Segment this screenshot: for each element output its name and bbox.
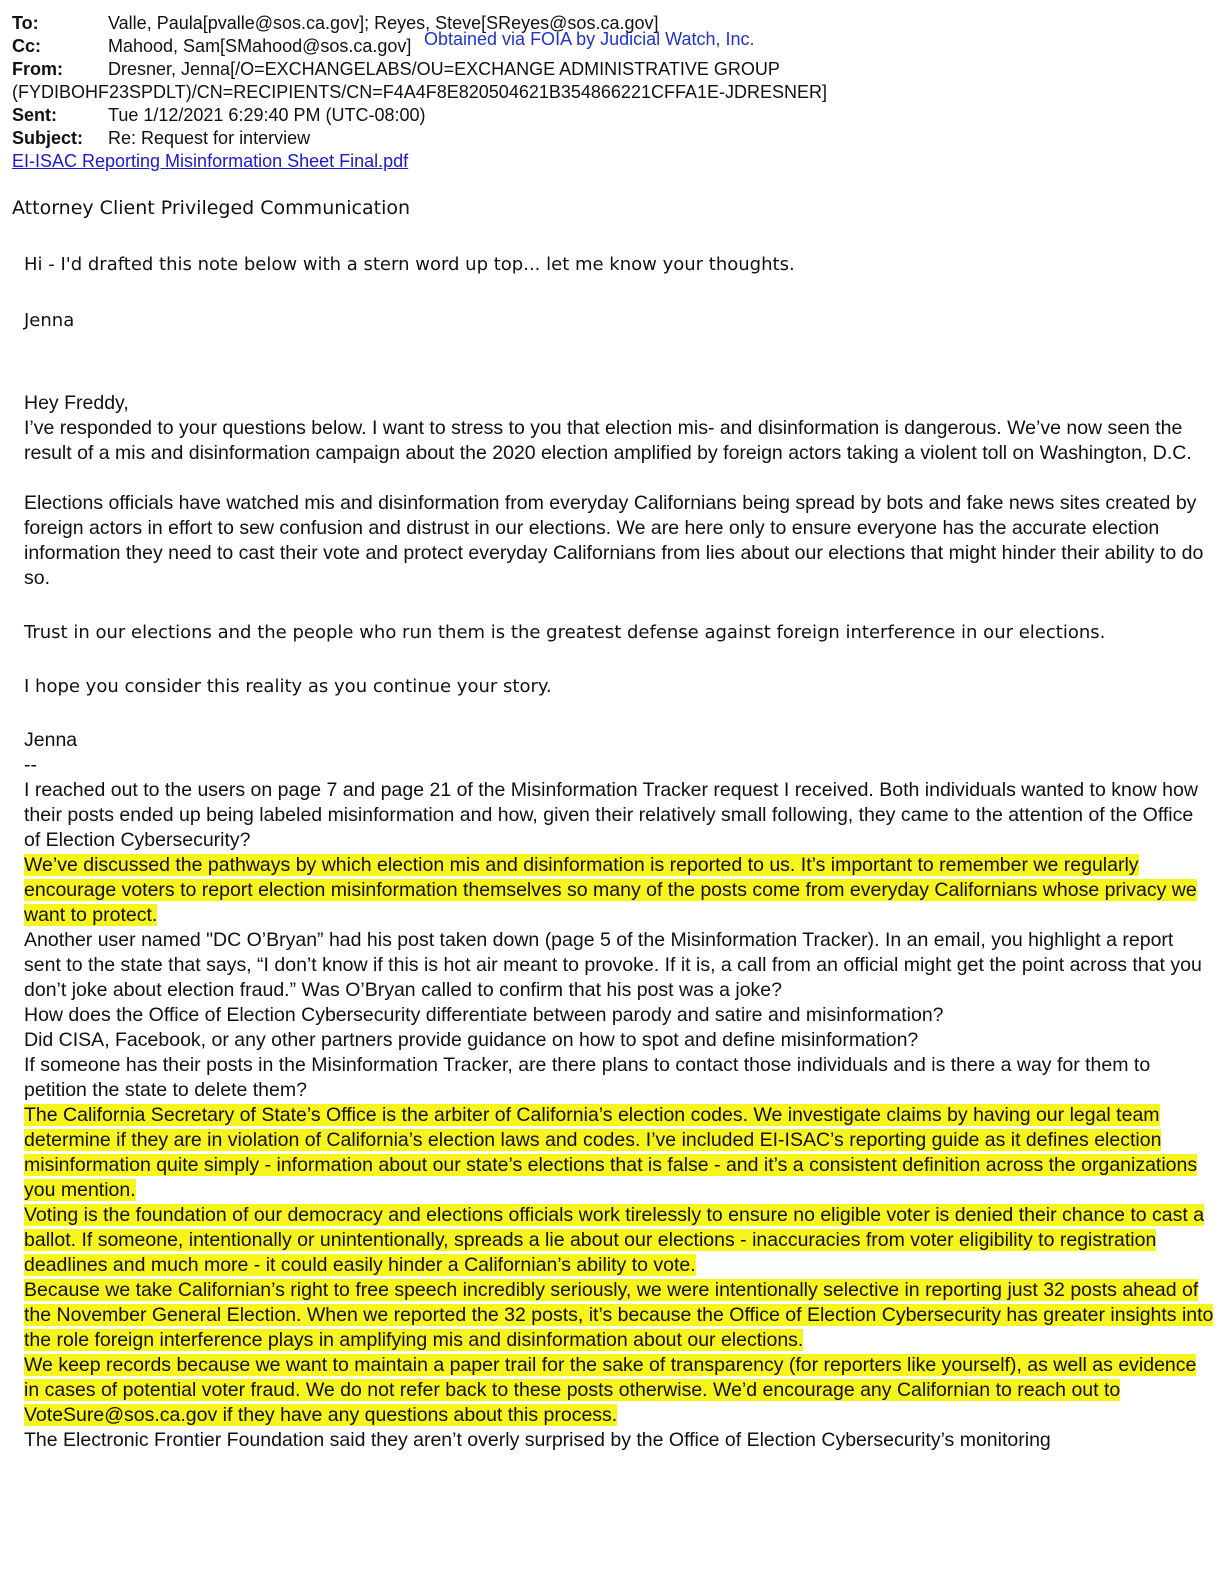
cc-label: Cc:	[12, 36, 42, 56]
sent-row	[12, 104, 1212, 127]
paragraph-3: Trust in our elections and the people who run them is the greatest defense against foreign interference in our elections.	[24, 622, 1106, 643]
question-3: How does the Office of Election Cybersecurity differentiate between parody and satire and misinformation?	[24, 1004, 944, 1026]
foia-watermark: Obtained via FOIA by Judicial Watch, Inc.	[424, 29, 755, 49]
paragraph-4: I hope you consider this reality as you continue your story.	[24, 676, 552, 697]
question-1: I reached out to the users on page 7 and page 21 of the Misinformation Tracker request I received. Both individuals wanted to know how their posts ended up being labeled misinformation and how, given their relatively small following, they came to the attention of the Office of Election Cybersecurity?	[24, 779, 1198, 851]
subject-row	[12, 127, 1212, 150]
to-label: To:	[12, 13, 39, 33]
from-value: Dresner, Jenna[/O=EXCHANGELABS/OU=EXCHANGE ADMINISTRATIVE GROUP	[108, 59, 780, 79]
answer-4	[24, 1278, 1214, 1353]
paragraph-1: I’ve responded to your questions below. I want to stress to you that election mis- and disinformation is dangerous. We’ve now seen the result of a mis and disinformation campaign about the 2020 election amplified by foreign actors taking a violent toll on Washington, D.C.	[24, 417, 1192, 464]
to-value: Valle, Paula[pvalle@sos.ca.gov]; Reyes, Steve[SReyes@sos.ca.gov]	[108, 13, 659, 33]
signature: Jenna	[24, 729, 78, 751]
intro-note: Hi - I'd drafted this note below with a stern word up top... let me know your thoughts.	[24, 254, 795, 275]
subject-value: Re: Request for interview	[108, 128, 311, 148]
answer-2-highlight: The California Secretary of State’s Office is the arbiter of California’s election codes. We investigate claims by having our legal team determine if they are in violation of California’s election laws and codes. I’ve included EI-ISAC’s reporting guide as it defines election misinformation quite simply - information about our state’s elections that is false - and it’s a consistent definition across the organizations you mention.	[24, 1104, 1198, 1201]
answer-3	[24, 1203, 1214, 1278]
question-6: The Electronic Frontier Foundation said they aren’t overly surprised by the Office of Election Cybersecurity’s monitoring	[24, 1429, 1051, 1451]
from-value-continued: (FYDIBOHF23SPDLT)/CN=RECIPIENTS/CN=F4A4F8E820504621B354866221CFFA1E-JDRESNER]	[12, 82, 827, 102]
sent-label: Sent:	[12, 105, 57, 125]
question-2: Another user named "DC O’Bryan” had his post taken down (page 5 of the Misinformation Tracker). In an email, you highlight a report sent to the state that says, “I don’t know if this is hot air meant to provoke. If it is, a call from an official might get the point across that you don’t joke about election fraud.” Was O’Bryan called to confirm that his post was a joke?	[24, 929, 1202, 1001]
paragraph-2: Elections officials have watched mis and disinformation from everyday Californians being spread by bots and fake news sites created by foreign actors in effort to sew confusion and distrust in our elections. We are here only to ensure everyone has the accurate election information they need to cast their vote and protect everyday Californians from lies about our elections that might hinder their ability to do so.	[24, 492, 1204, 589]
answer-5-highlight: We keep records because we want to maintain a paper trail for the sake of transparency (for reporters like yourself), as well as evidence in cases of potential voter fraud. We do not refer back to these posts otherwise. We’d encourage any Californian to reach out to VoteSure@sos.ca.gov if they have any questions about this process.	[24, 1354, 1197, 1426]
subject-label: Subject:	[12, 128, 84, 148]
attachment-link[interactable]: EI-ISAC Reporting Misinformation Sheet Final.pdf	[12, 151, 409, 171]
answer-1-highlight: We’ve discussed the pathways by which election mis and disinformation is reported to us. It’s important to remember we regularly encourage voters to report election misinformation themselves so many of the posts come from everyday Californians whose privacy we want to protect.	[24, 854, 1197, 926]
greeting: Hey Freddy,	[24, 392, 129, 414]
answer-2	[24, 1103, 1214, 1203]
answer-3-highlight: Voting is the foundation of our democracy and elections officials work tirelessly to ensure no eligible voter is denied their chance to cast a ballot. If someone, intentionally or unintentionally, spreads a lie about our elections - inaccuracies from voter eligibility to registration deadlines and much more - it could easily hinder a Californian’s ability to vote.	[24, 1204, 1205, 1276]
answer-4-highlight: Because we take Californian’s right to free speech incredibly seriously, we were intentionally selective in reporting just 32 posts ahead of the November General Election. When we reported the 32 posts, it’s because the Office of Election Cybersecurity has greater insights into the role foreign interference plays in amplifying mis and disinformation about our elections.	[24, 1279, 1214, 1351]
privileged-notice: Attorney Client Privileged Communication	[12, 197, 411, 219]
sent-value: Tue 1/12/2021 6:29:40 PM (UTC-08:00)	[108, 105, 426, 125]
question-5: If someone has their posts in the Misinformation Tracker, are there plans to contact those individuals and is there a way for them to petition the state to delete them?	[24, 1054, 1151, 1101]
from-label: From:	[12, 59, 63, 79]
cc-value: Mahood, Sam[SMahood@sos.ca.gov]	[108, 36, 412, 56]
email-body	[24, 391, 1214, 1453]
answer-1	[24, 853, 1214, 928]
from-row	[12, 58, 1212, 81]
intro-signature: Jenna	[24, 310, 75, 331]
question-4: Did CISA, Facebook, or any other partners provide guidance on how to spot and define misinformation?	[24, 1029, 919, 1051]
separator: --	[24, 754, 37, 776]
answer-5	[24, 1353, 1214, 1428]
